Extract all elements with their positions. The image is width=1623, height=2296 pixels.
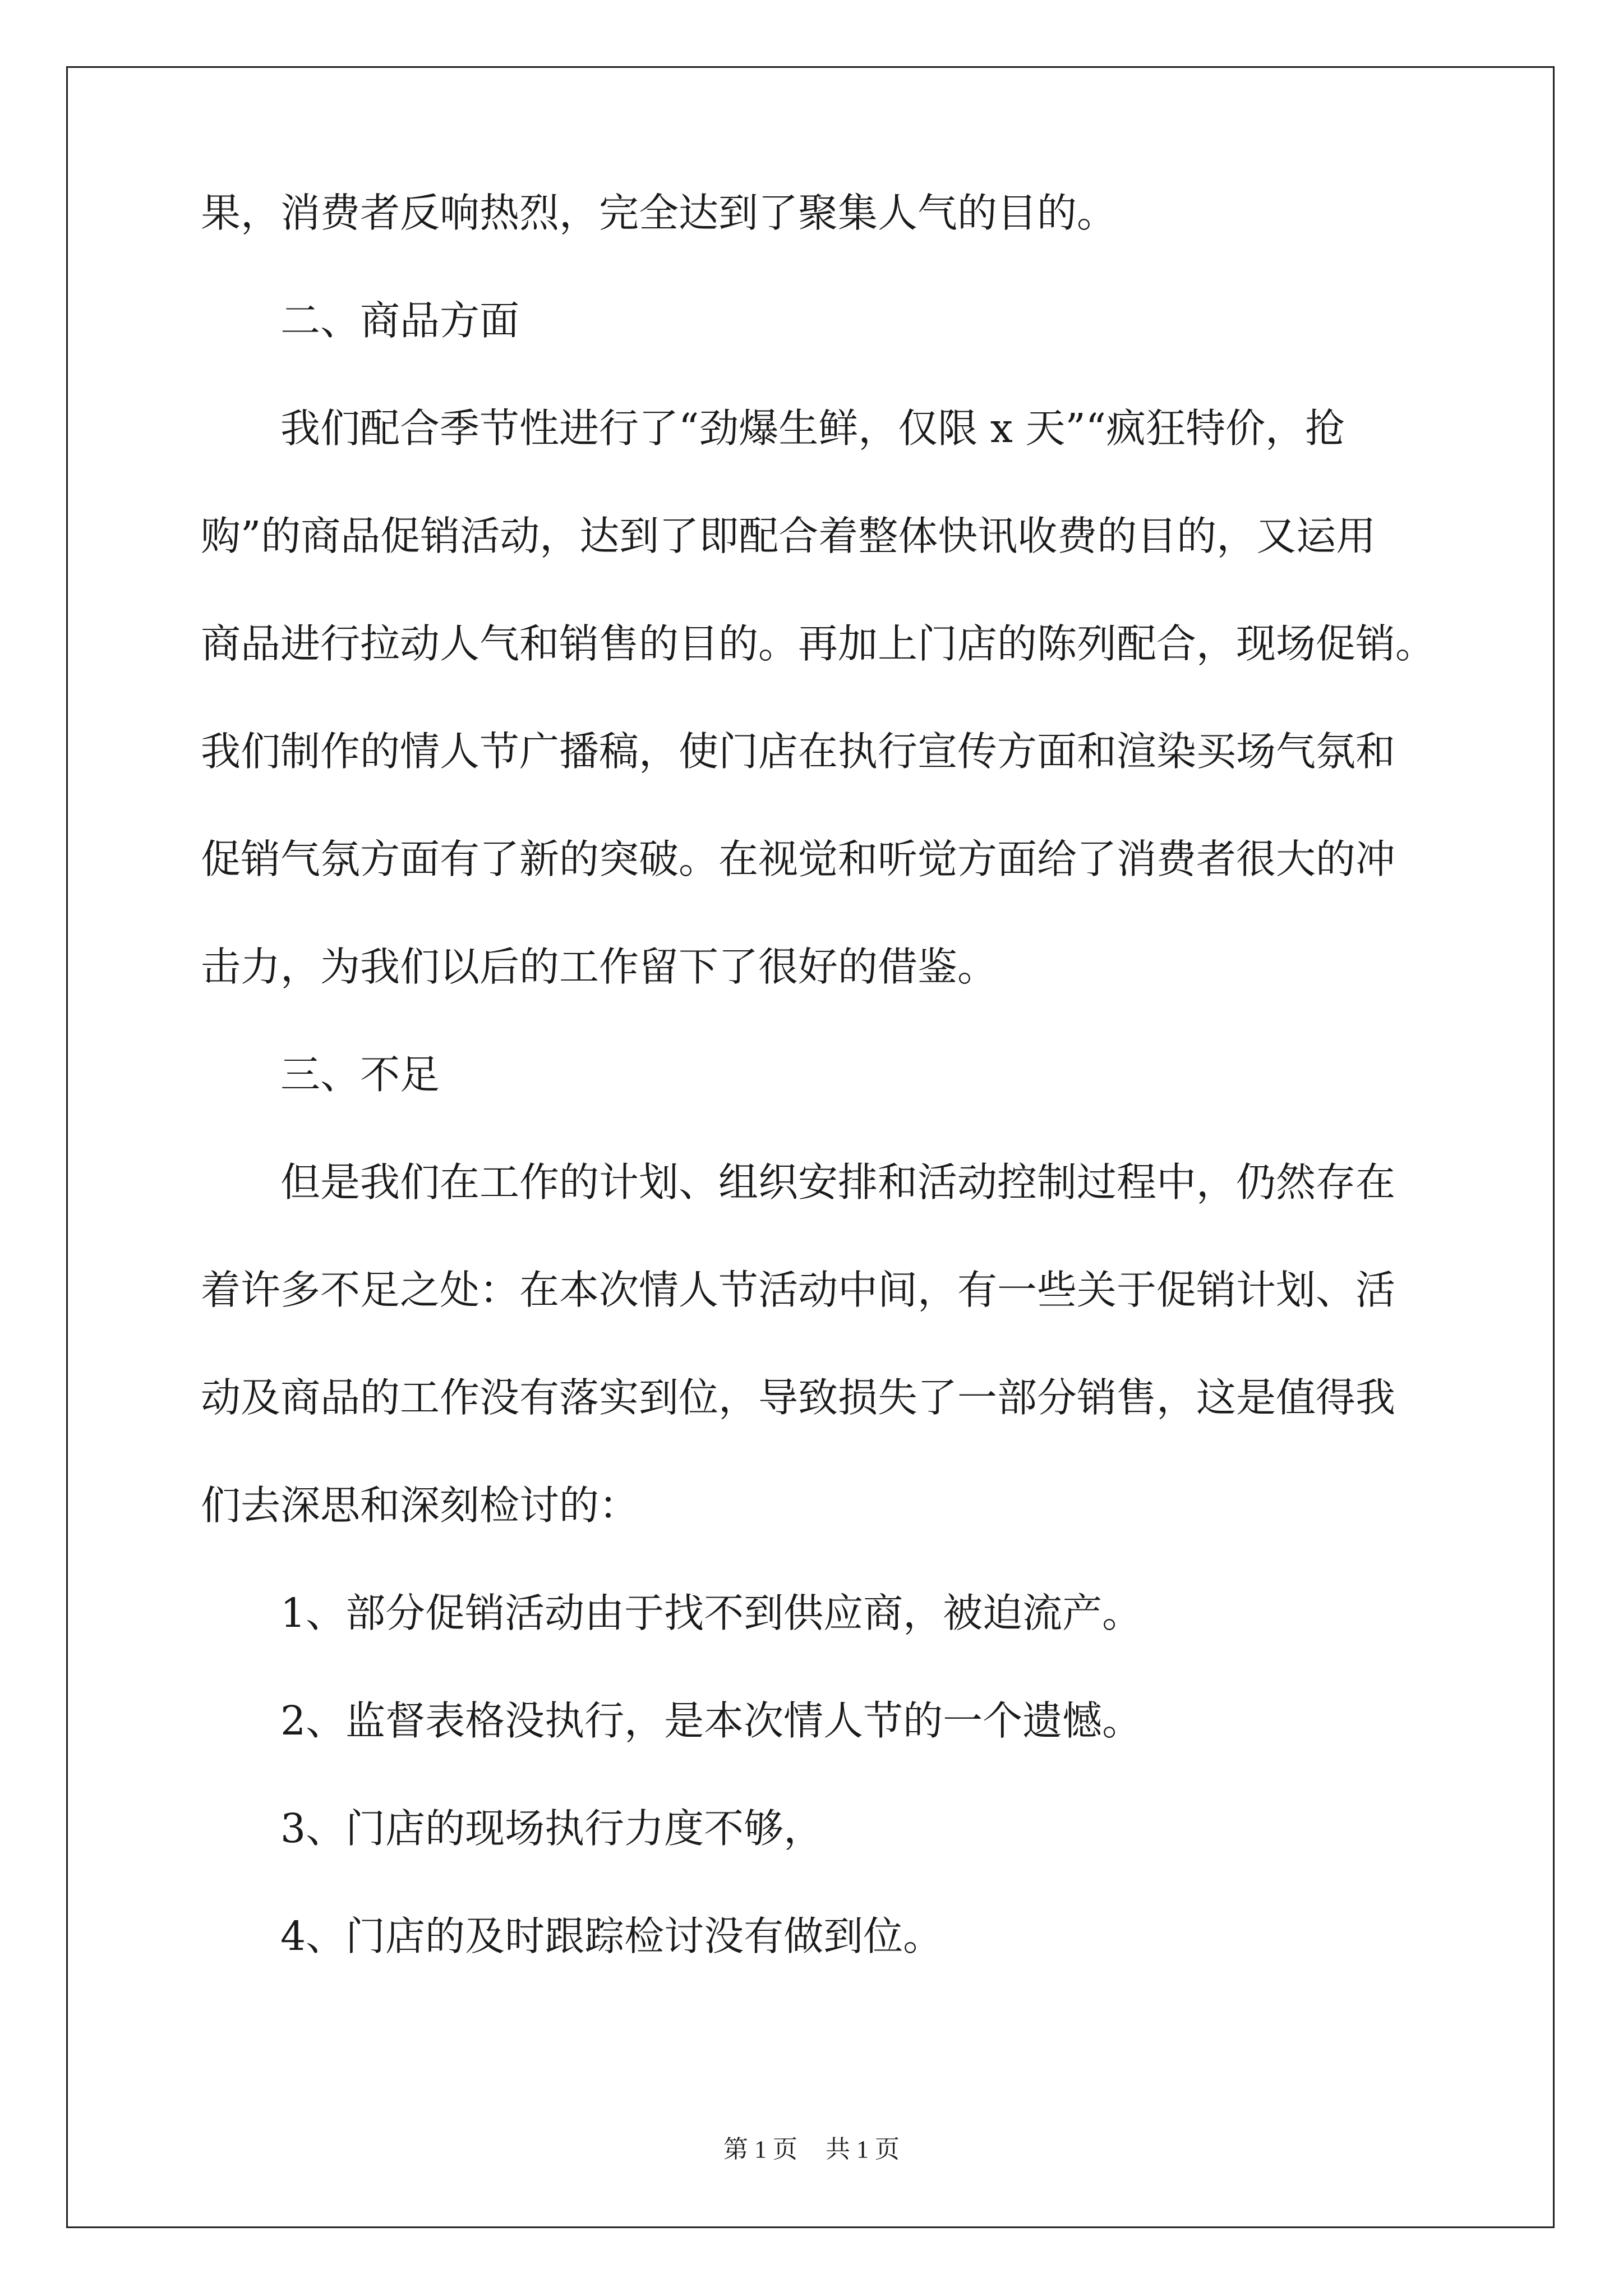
paragraph-line: 果，消费者反响热烈，完全达到了聚集人气的目的。 [201,190,1117,236]
paragraph-line: 购”的商品促销活动，达到了即配合着整体快讯收费的目的，又运用 [201,513,1376,559]
page-number: 第 1 页 [723,2136,797,2163]
list-item: 1、部分促销活动由于找不到供应商，被迫流产。 [280,1590,1142,1636]
section-heading: 二、商品方面 [280,297,520,344]
section-heading: 三、不足 [280,1051,440,1098]
paragraph-line: 们去深思和深刻检讨的： [201,1482,639,1529]
list-item: 3、门店的现场执行力度不够， [280,1805,824,1852]
paragraph-line: 击力，为我们以后的工作留下了很好的借鉴。 [201,944,998,990]
paragraph-line: 促销气氛方面有了新的突破。在视觉和听觉方面给了消费者很大的冲 [201,836,1396,882]
paragraph-line: 着许多不足之处：在本次情人节活动中间，有一些关于促销计划、活 [201,1267,1396,1313]
page-footer [0,2129,1623,2165]
paragraph-line: 商品进行拉动人气和销售的目的。再加上门店的陈列配合，现场促销。 [201,620,1436,667]
page-border [66,66,1555,2228]
list-item: 4、门店的及时跟踪检讨没有做到位。 [280,1913,943,1959]
paragraph-line: 我们配合季节性进行了“劲爆生鲜，仅限 x 天”“疯狂特价，抢 [280,405,1345,452]
paragraph-line: 动及商品的工作没有落实到位，导致损失了一部分销售，这是值得我 [201,1374,1396,1421]
paragraph-line: 我们制作的情人节广播稿，使门店在执行宣传方面和渲染买场气氛和 [201,728,1396,775]
paragraph-line: 但是我们在工作的计划、组织安排和活动控制过程中，仍然存在 [280,1159,1396,1205]
page-total: 共 1 页 [826,2136,900,2163]
list-item: 2、监督表格没执行，是本次情人节的一个遗憾。 [280,1697,1142,1744]
